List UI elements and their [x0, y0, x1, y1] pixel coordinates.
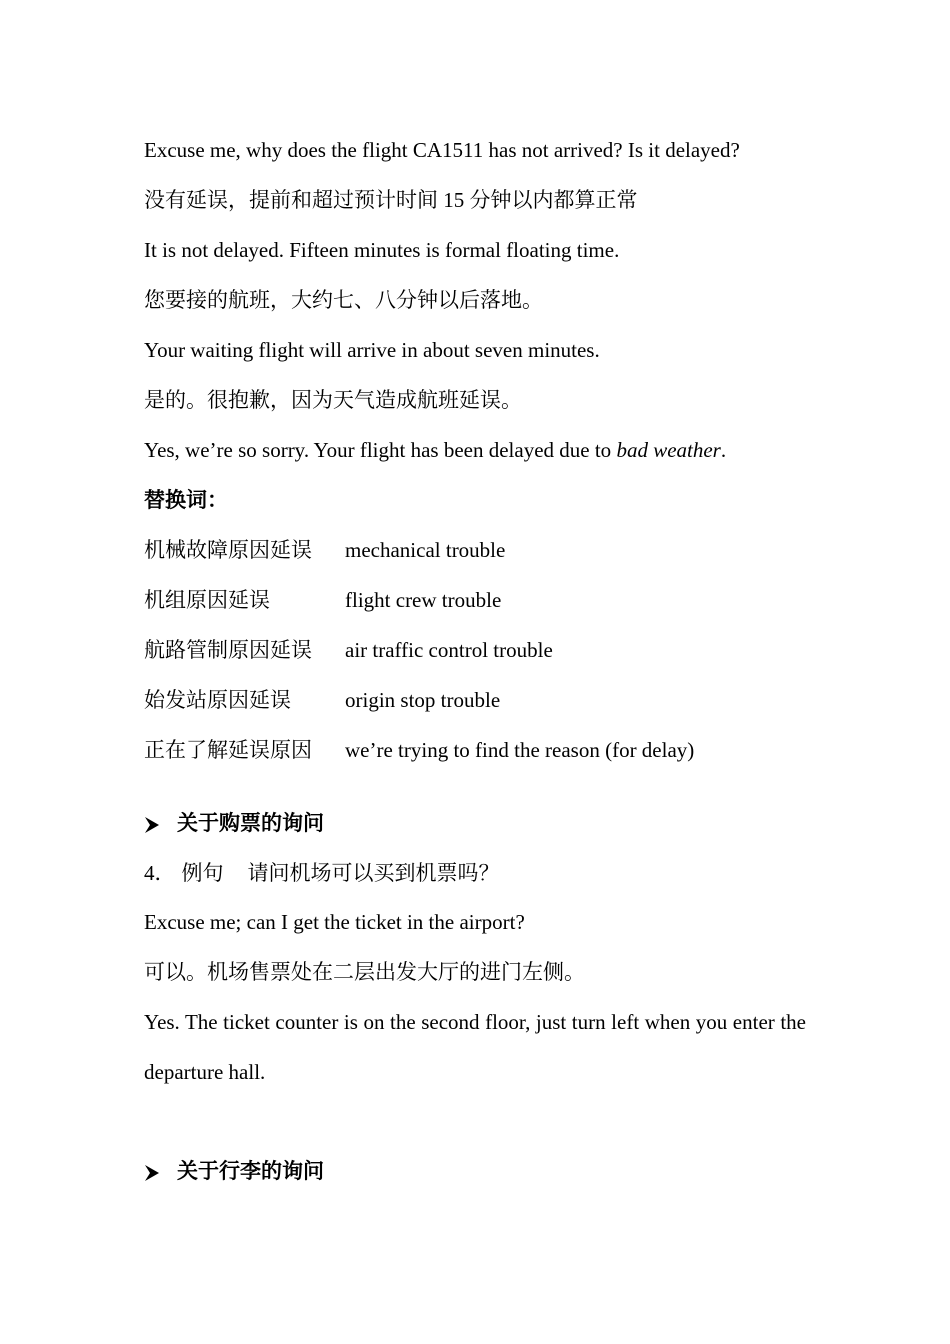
term-en-unknown: we’re trying to find the reason (for delay) — [345, 738, 695, 762]
answer-cn-2: 您要接的航班，大约七、八分钟以后落地。 — [144, 288, 543, 312]
section-heading-ticket — [144, 808, 324, 838]
example-label: 例句 — [181, 861, 224, 885]
arrowhead-bullet-icon — [144, 816, 177, 834]
answer-en-3-italic: bad weather — [616, 438, 721, 462]
ticket-answer-cn: 可以。机场售票处在二层出发大厅的进门左侧。 — [144, 960, 585, 984]
answer-en-3-suffix: . — [720, 438, 727, 462]
answer-cn-1: 没有延误，提前和超过预计时间 15 分钟以内都算正常 — [144, 188, 638, 212]
example-question-cn: 请问机场可以买到机票吗？ — [247, 861, 500, 885]
answer-en-1: It is not delayed. Fifteen minutes is formal floating time. — [144, 238, 620, 262]
term-cn-crew: 机组原因延误 — [144, 588, 270, 612]
term-cn-mechanical: 机械故障原因延误 — [144, 538, 312, 562]
section-heading-luggage — [144, 1156, 324, 1186]
answer-en-2: Your waiting flight will arrive in about seven minutes. — [144, 338, 600, 362]
ticket-question-en: Excuse me; can I get the ticket in the airport? — [144, 910, 525, 934]
question-delay-en: Excuse me, why does the flight CA1511 has not arrived? Is it delayed? — [144, 138, 740, 162]
answer-en-3-prefix: Yes, we’re so sorry. Your flight has been delayed due to — [144, 438, 617, 462]
replacement-title: 替换词： — [144, 488, 228, 512]
term-en-origin: origin stop trouble — [345, 688, 501, 712]
section-heading-luggage-text: 关于行李的询问 — [177, 1159, 324, 1183]
answer-en-3 — [144, 435, 806, 465]
ticket-answer-en: Yes. The ticket counter is on the second floor, just turn left when you enter the departure hall. — [144, 1010, 806, 1084]
example-line — [144, 858, 806, 888]
answer-cn-3: 是的。很抱歉，因为天气造成航班延误。 — [144, 388, 522, 412]
example-number: 4． — [144, 861, 176, 885]
term-cn-atc: 航路管制原因延误 — [144, 638, 312, 662]
term-en-atc: air traffic control trouble — [345, 638, 553, 662]
term-en-mechanical: mechanical trouble — [345, 538, 506, 562]
section-heading-ticket-text: 关于购票的询问 — [177, 811, 324, 835]
term-en-crew: flight crew trouble — [345, 588, 502, 612]
arrowhead-bullet-icon — [144, 1164, 177, 1182]
term-cn-unknown: 正在了解延误原因 — [144, 738, 312, 762]
term-cn-origin: 始发站原因延误 — [144, 688, 291, 712]
